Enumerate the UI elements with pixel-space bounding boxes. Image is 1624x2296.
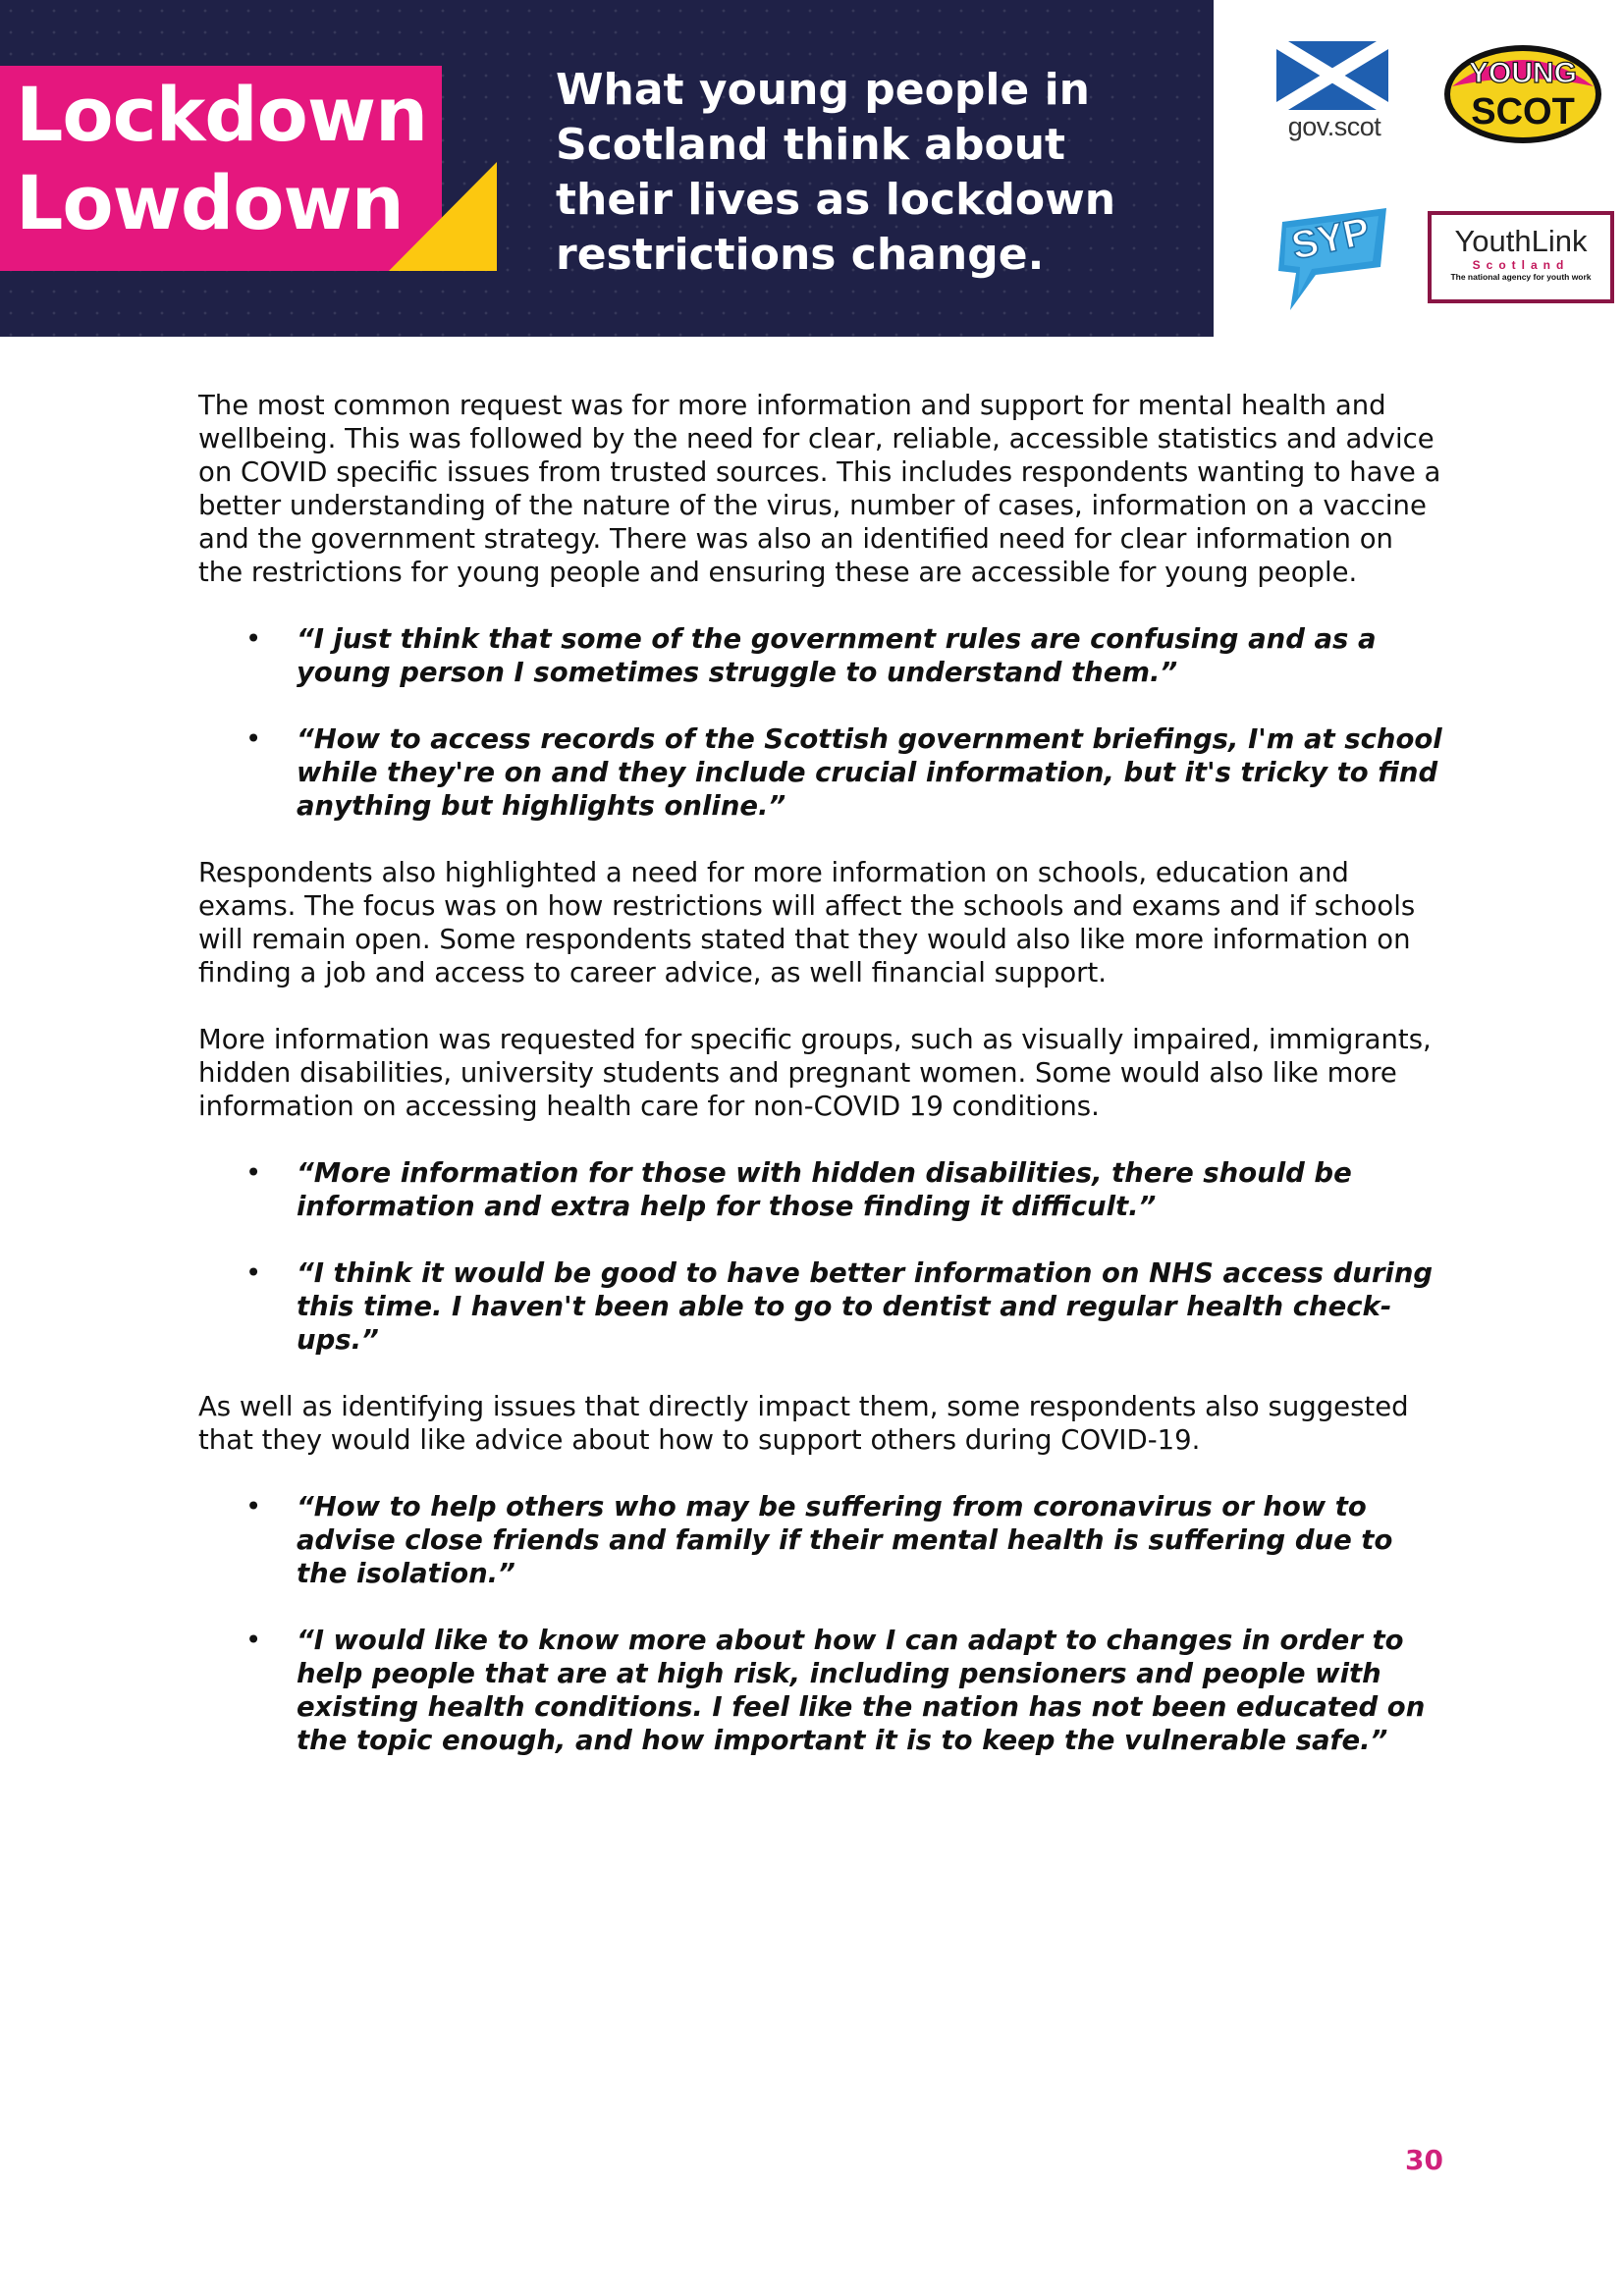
quote-item (198, 722, 1445, 823)
quote-item (198, 1490, 1445, 1590)
paragraph-schools-education: Respondents also highlighted a need for more information on schools, education and exams. The focus was on how restrictions will affect the schools and exams and if schools will remain open. Some respondents stated that they would also like more information on finding a job and access to career advice, as well financial support. (198, 857, 1416, 988)
young-scot-logo-top: YOUNG (1468, 57, 1578, 89)
bullet-icon: • (245, 1491, 262, 1522)
quote-text: “How to help others who may be suffering from coronavirus or how to advise close friends and family if their mental health is suffering due to the isolation.” (297, 1491, 1393, 1589)
bullet-icon: • (245, 1625, 262, 1656)
quote-text: “I think it would be good to have better information on NHS access during this time. I haven't been able to go to dentist and regular health check-ups.” (297, 1257, 1434, 1356)
quote-item (198, 1256, 1445, 1357)
quote-text: “I just think that some of the government rules are confusing and as a young person I sometimes struggle to understand them.” (297, 623, 1377, 688)
report-subtitle-line2: Scotland think about (556, 120, 1066, 170)
paragraph-supporting-others: As well as identifying issues that directly impact them, some respondents also suggested that they would like advice about how to support others during COVID-19. (198, 1391, 1409, 1456)
quote-text: “More information for those with hidden disabilities, there should be information and extra help for those finding it difficult.” (297, 1157, 1352, 1222)
report-title-line1: Lockdown (16, 71, 428, 158)
quote-list-1 (198, 622, 1445, 823)
bullet-icon: • (245, 723, 262, 755)
bullet-icon: • (245, 1157, 262, 1189)
bullet-icon: • (245, 1257, 262, 1289)
page-content (198, 389, 1445, 1790)
syp-logo (1276, 194, 1392, 316)
youthlink-logo-name: YouthLink (1454, 224, 1588, 258)
report-title (16, 71, 427, 247)
report-subtitle (556, 63, 1184, 283)
header-banner (0, 0, 1214, 337)
young-scot-logo-graphic (1441, 41, 1604, 147)
youthlink-logo-sub: Scotland (1472, 258, 1570, 272)
syp-logo-text: SYP (1287, 209, 1375, 269)
govscot-logo-text: gov.scot (1287, 112, 1381, 141)
quote-text: “How to access records of the Scottish government briefings, I'm at school while they're on and they include crucial information, but it's tricky to find anything but highlights online.” (297, 723, 1442, 822)
youthlink-logo-tagline: The national agency for youth work (1450, 272, 1592, 282)
report-subtitle-line3: their lives as lockdown (556, 175, 1116, 225)
bullet-icon: • (245, 623, 262, 655)
saltire-flag-icon (1276, 41, 1388, 110)
report-subtitle-line1: What young people in (556, 65, 1090, 115)
quote-list-3 (198, 1490, 1445, 1757)
quote-item (198, 1624, 1445, 1757)
young-scot-logo-bottom: SCOT (1471, 91, 1575, 133)
quote-item (198, 1156, 1445, 1223)
govscot-logo (1276, 41, 1392, 143)
paragraph-specific-groups: More information was requested for specific groups, such as visually impaired, immigrants, hidden disabilities, university students and pregnant women. Some would also like more information on accessing health care for non-COVID 19 conditions. (198, 1024, 1432, 1122)
paragraph-mental-health-information: The most common request was for more information and support for mental health and wellbeing. This was followed by the need for clear, reliable, accessible statistics and advice on COVID specific issues from trusted sources. This includes respondents wanting to have a better understanding of the nature of the virus, number of cases, information on a vaccine and the government strategy. There was also an identified need for clear information on the restrictions for young people and ensuring these are accessible for young people. (198, 390, 1441, 588)
report-subtitle-line4: restrictions change. (556, 230, 1045, 280)
quote-list-2 (198, 1156, 1445, 1357)
young-scot-logo (1441, 41, 1604, 147)
report-title-line2: Lowdown (16, 159, 404, 246)
quote-item (198, 622, 1445, 689)
quote-text: “I would like to know more about how I can adapt to changes in order to help people that are at high risk, including pensioners and people with existing health conditions. I feel like the nation has not been educated on the topic enough, and how important it is to keep the vulnerable safe.” (297, 1625, 1426, 1756)
page-number: 30 (1405, 2144, 1443, 2176)
syp-speech-bubble-logo (1276, 194, 1392, 316)
youthlink-logo (1428, 211, 1614, 303)
